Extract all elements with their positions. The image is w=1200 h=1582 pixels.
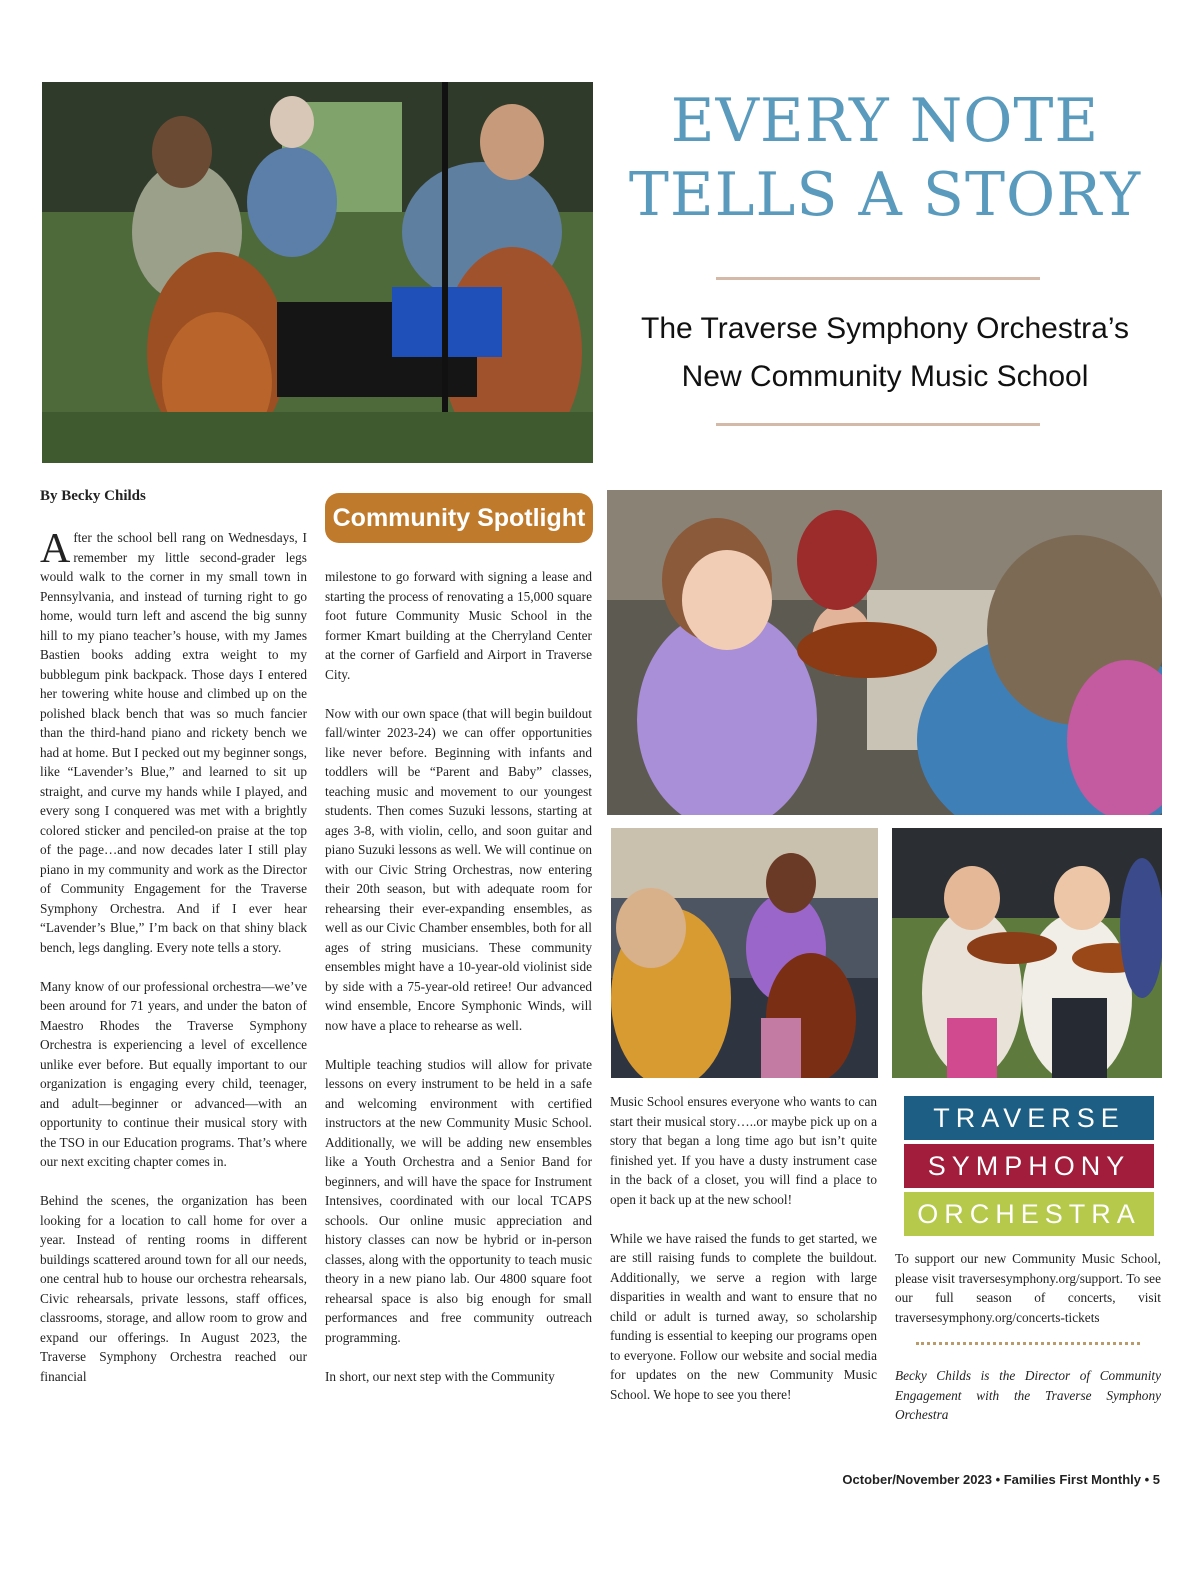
article-column-2 <box>325 567 592 1386</box>
young-violinists-photo <box>892 828 1162 1078</box>
divider-top <box>716 277 1040 280</box>
paragraph: Music School ensures everyone who wants to can start their musical story…..or maybe pick up on a story that began a long time ago but isn’t quite finished yet. If you have a dusty instrument case in the back of a closet, you will find a place to open it back up at the new school! <box>610 1094 877 1207</box>
headline-line-2: TELLS A STORY <box>628 160 1142 230</box>
logo-word-symphony: SYMPHONY <box>904 1144 1154 1188</box>
community-spotlight-badge: Community Spotlight <box>325 493 593 543</box>
article-column-3 <box>610 1092 877 1404</box>
logo-word-traverse: TRAVERSE <box>904 1096 1154 1140</box>
article-column-1 <box>40 528 307 1386</box>
author-bio: Becky Childs is the Director of Community Engagement with the Traverse Symphony Orchestra <box>895 1368 1161 1422</box>
violin-lesson-photo <box>607 490 1162 815</box>
traverse-symphony-orchestra-logo <box>904 1096 1154 1236</box>
cello-lesson-photo <box>611 828 878 1078</box>
paragraph: In short, our next step with the Community <box>325 1368 555 1384</box>
paragraph-text: fter the school bell rang on Wednesdays, I remember my little second-grader legs would walk to the corner in my small town in Pennsylvania, and instead of turning right to go home, would turn left and ascend the big sunny hill to my piano teacher’s house, with my James Bastien books adding extra weight to my bubblegum pink backpack. Those days I entered her towering white house and climbed up on the polished black bench that was so much fancier than the third-hand piano and rickety bench we had at home. But I pecked out my beginner songs, like “Lavender’s Blue,” and learned to sit up straight, and curve my hands while I played, and every song I conquered was met with a brightly colored sticker and penciled-on praise at the top of the page…and now decades later I still play piano in my community and work as the Director of Community Engagement for the Traverse Symphony Orchestra. And if I ever hear “Lavender’s Blue,” I’m back on that shiny black bench, legs dangling. Every note tells a story. <box>40 530 307 955</box>
page-footer: October/November 2023 • Families First Monthly • 5 <box>842 1472 1160 1487</box>
paragraph <box>40 528 307 957</box>
divider-bottom <box>716 423 1040 426</box>
paragraph: milestone to go forward with signing a lease and starting the process of renovating a 15,000 square foot future Community Music School in the former Kmart building at the Cherryland Center at the corner of Garfield and Airport in Traverse City. <box>325 569 592 682</box>
paragraph: Multiple teaching studios will allow for private lessons on every instrument to be held in a safe and welcoming environment with certified instructors at the new Community Music School. Additionally, we will be adding new ensembles like a Youth Orchestra and a Senior Band for beginners, and will have the space for Instrument Intensives, coordinated with our local TCAPS schools. Our online music appreciation and history classes can now be hybrid or in-person classes, along with the opportunity to teach music theory in a new piano lab. Our 4800 square foot rehearsal space is also big enough for small performances and free community outreach programming. <box>325 1056 592 1345</box>
subtitle <box>600 305 1170 401</box>
subtitle-line-1: The Traverse Symphony Orchestra’s <box>641 312 1129 345</box>
headline <box>600 84 1170 232</box>
cellists-photo <box>42 82 593 463</box>
support-info: To support our new Community Music School, please visit traversesymphony.org/support. To see our full season of concerts, visit traversesymphony.org/concerts-tickets <box>895 1251 1161 1325</box>
dotted-divider <box>916 1342 1140 1345</box>
paragraph: Behind the scenes, the organization has been looking for a location to call home for over a year. Instead of renting rooms in different buildings scattered around town for all our needs, one central hub to house our orchestra rehearsals, Civic rehearsals, private lessons, staff offices, classrooms, storage, and allow room to grow and expand our offerings. In August 2023, the Traverse Symphony Orchestra reached our financial <box>40 1193 307 1384</box>
drop-cap: A <box>40 526 71 572</box>
subtitle-line-2: New Community Music School <box>681 360 1089 393</box>
paragraph: Now with our own space (that will begin buildout fall/winter 2023-24) we can offer opportunities like never before. Beginning with infants and toddlers will be “Parent and Baby” classes, teaching music and movement to our youngest students. Then comes Suzuki lessons, starting at ages 3-8, with violin, cello, and soon guitar and piano Suzuki lessons as well. We will continue on with our Civic String Orchestras, now entering their 20th season, but with adequate room for rehearsing their ever-expanding ensembles, as well as our Civic Chamber ensembles, both for all ages of string musicians. These community ensembles might have a 10-year-old violinist side by side with a 75-year-old retiree! Our advanced wind ensemble, Encore Symphonic Winds, will now have a place to rehearse as well. <box>325 705 592 1033</box>
logo-word-orchestra: ORCHESTRA <box>904 1192 1154 1236</box>
byline: By Becky Childs <box>40 488 146 504</box>
paragraph: While we have raised the funds to get started, we are still raising funds to complete the buildout. Additionally, we serve a region with large disparities in wealth and want to ensure that no child or adult is turned away, so scholarship funding is essential to keeping our programs open to everyone. Follow our website and social media for updates on the new Community Music School. We hope to see you there! <box>610 1230 877 1402</box>
headline-line-1: EVERY NOTE <box>670 86 1100 156</box>
paragraph: Many know of our professional orchestra—we’ve been around for 71 years, and under the baton of Maestro Rhodes the Traverse Symphony Orchestra is experiencing a level of excellence unlike ever before. But equally important to our organization is engaging every child, teenager, and adult—beginner or advanced—with an opportunity to continue their musical story with the TSO in our Education programs. That’s where our next exciting chapter comes in. <box>40 978 307 1169</box>
